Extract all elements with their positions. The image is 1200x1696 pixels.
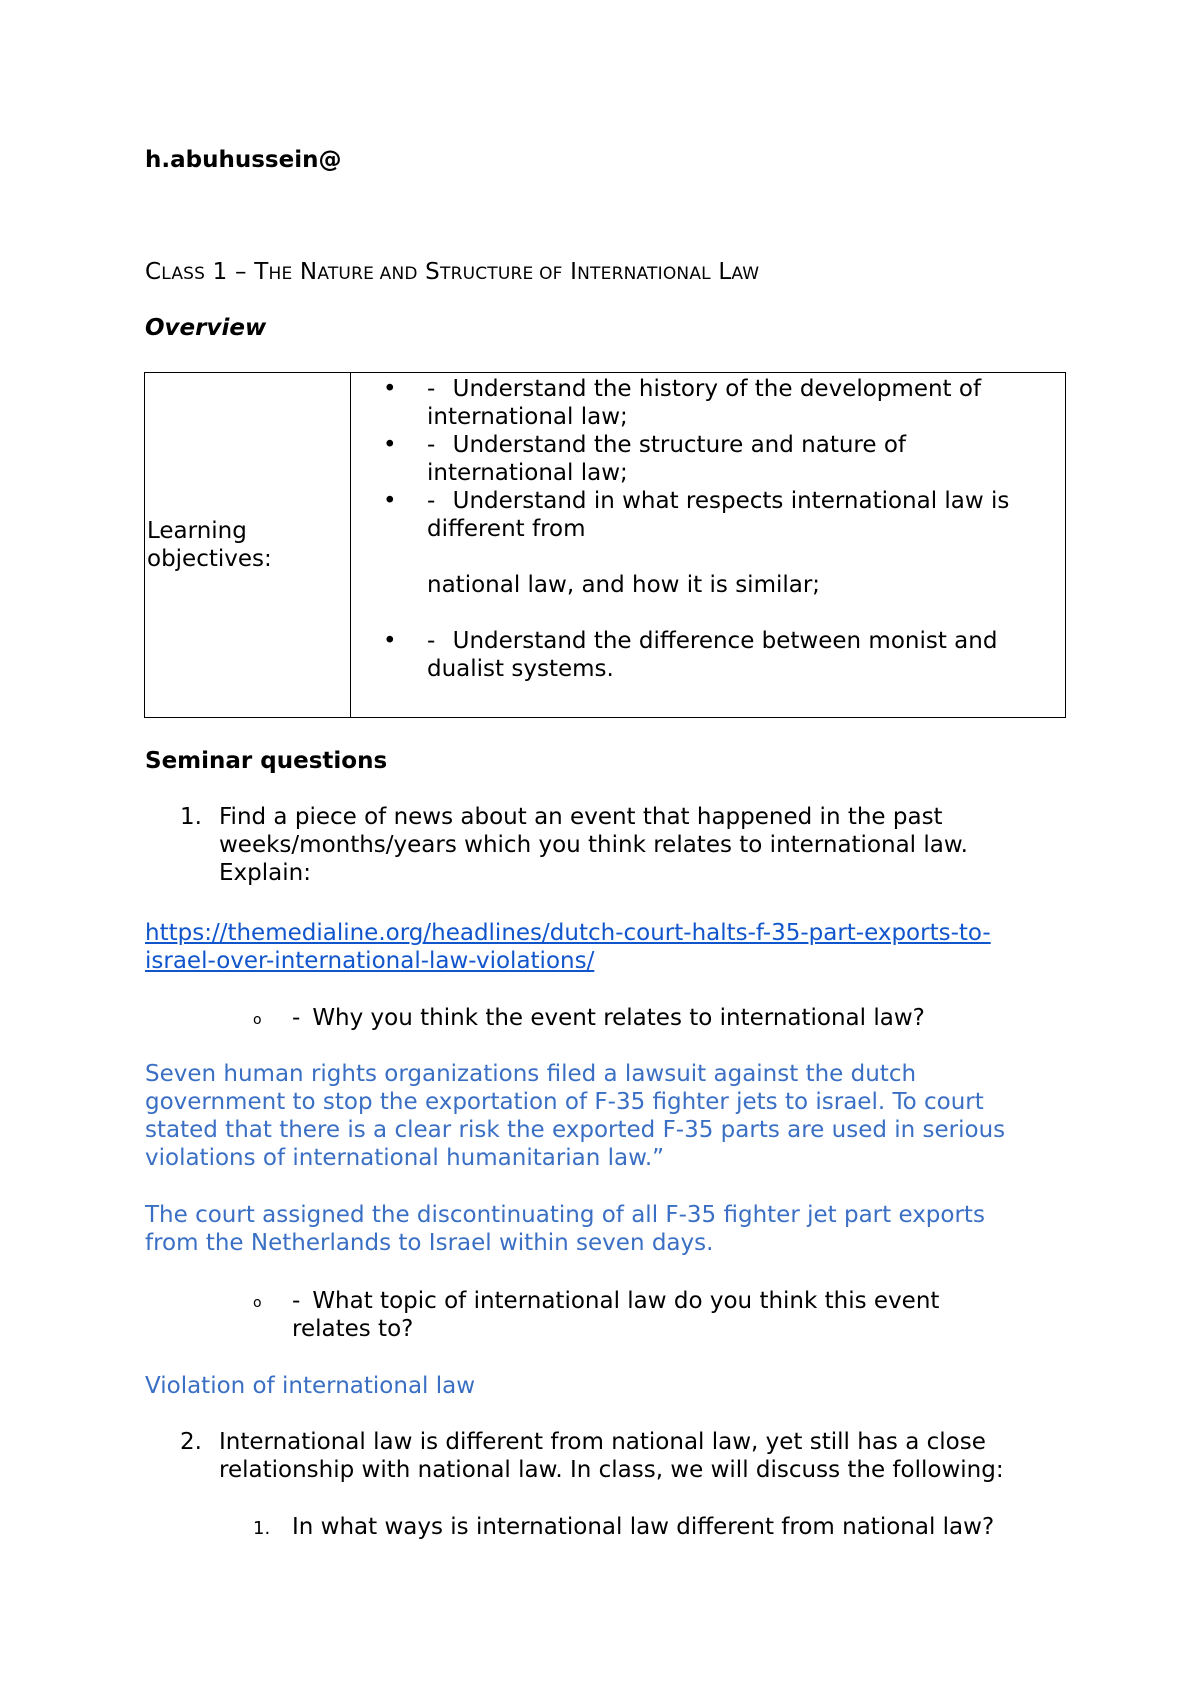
question-number: 2. bbox=[180, 1429, 202, 1455]
objectives-label-cell bbox=[145, 373, 351, 718]
answer-text: violations of international humanitarian law.” bbox=[145, 1145, 665, 1171]
answer-text: government to stop the exportation of F-35 fighter jets to israel. To court bbox=[145, 1089, 984, 1115]
circle-bullet-icon: o bbox=[253, 1012, 262, 1028]
objective-item bbox=[351, 431, 1065, 487]
question-text: relationship with national law. In class, we will discuss the following: bbox=[219, 1457, 1004, 1483]
dash-marker: - bbox=[427, 488, 436, 514]
question-text: International law is different from national law, yet still has a close bbox=[219, 1429, 986, 1455]
sub-question-text: In what ways is international law different from national law? bbox=[292, 1514, 995, 1540]
sub-question-number: 1. bbox=[253, 1518, 271, 1539]
bullet-icon: • bbox=[383, 376, 397, 402]
question-number: 1. bbox=[180, 804, 202, 830]
class-title-part: HE bbox=[268, 264, 293, 284]
objective-text: national law, and how it is similar; bbox=[427, 572, 821, 598]
dash-marker: - bbox=[427, 376, 436, 402]
answer-text: The court assigned the discontinuating of all F-35 fighter jet part exports bbox=[145, 1202, 985, 1228]
objective-text: Understand the difference between monist and bbox=[452, 628, 998, 654]
sub-question-text: relates to? bbox=[292, 1316, 414, 1342]
bullet-icon: • bbox=[383, 432, 397, 458]
class-title-part: ATURE AND bbox=[317, 264, 418, 284]
class-title-part: TRUCTURE OF bbox=[439, 264, 563, 284]
news-link[interactable] bbox=[145, 919, 1065, 975]
circle-bullet-icon: o bbox=[253, 1295, 262, 1311]
objective-item bbox=[351, 487, 1065, 543]
objective-text: dualist systems. bbox=[427, 656, 614, 682]
objective-text: international law; bbox=[427, 404, 628, 430]
news-link-text[interactable]: https://themedialine.org/headlines/dutch-court-halts-f-35-part-exports-to- bbox=[145, 920, 991, 946]
class-title-part: N bbox=[292, 259, 318, 285]
class-title-part: L bbox=[710, 259, 732, 285]
objective-item bbox=[351, 627, 1065, 683]
dash-marker: - bbox=[292, 1288, 301, 1314]
learning-objectives-table bbox=[144, 372, 1066, 718]
objective-item bbox=[351, 375, 1065, 431]
dash-marker: - bbox=[292, 1005, 301, 1031]
question-text: Explain: bbox=[219, 860, 311, 886]
answer-paragraph-1 bbox=[145, 1060, 1065, 1172]
bullet-icon: • bbox=[383, 628, 397, 654]
class-title bbox=[145, 258, 759, 288]
sub-question-1 bbox=[145, 1004, 1065, 1032]
question-1 bbox=[145, 803, 1065, 887]
news-link-text[interactable]: israel-over-international-law-violations/ bbox=[145, 948, 595, 974]
objectives-label: objectives: bbox=[147, 546, 272, 572]
answer-paragraph-3: Violation of international law bbox=[145, 1373, 476, 1399]
objective-text: Understand the structure and nature of bbox=[452, 432, 906, 458]
sub-question-2 bbox=[145, 1287, 1065, 1343]
objective-text: Understand in what respects international law is bbox=[452, 488, 1010, 514]
answer-paragraph-2 bbox=[145, 1201, 1065, 1257]
seminar-heading: Seminar questions bbox=[145, 748, 388, 774]
dash-marker: - bbox=[427, 432, 436, 458]
class-title-part: LASS bbox=[161, 264, 206, 284]
bullet-icon: • bbox=[383, 488, 397, 514]
class-title-part: NTERNATIONAL bbox=[577, 264, 711, 284]
answer-text: stated that there is a clear risk the exported F-35 parts are used in serious bbox=[145, 1117, 1006, 1143]
question-2 bbox=[145, 1428, 1065, 1484]
class-title-part: I bbox=[562, 259, 578, 285]
objectives-label: Learning bbox=[147, 518, 247, 544]
objectives-items-cell bbox=[351, 373, 1066, 718]
overview-heading: Overview bbox=[145, 315, 267, 341]
class-title-part: 1 – bbox=[205, 259, 255, 285]
dash-marker: - bbox=[427, 628, 436, 654]
question-text: Find a piece of news about an event that happened in the past bbox=[219, 804, 943, 830]
class-title-part: AW bbox=[731, 264, 760, 284]
answer-text: Seven human rights organizations filed a lawsuit against the dutch bbox=[145, 1061, 917, 1087]
objective-text: different from bbox=[427, 516, 586, 542]
answer-text: from the Netherlands to Israel within seven days. bbox=[145, 1230, 714, 1256]
author-email: h.abuhussein@ bbox=[145, 147, 342, 173]
class-title-part: S bbox=[417, 259, 440, 285]
sub-question-text: Why you think the event relates to international law? bbox=[312, 1005, 925, 1031]
objective-text: Understand the history of the development of bbox=[452, 376, 982, 402]
question-text: weeks/months/years which you think relates to international law. bbox=[219, 832, 968, 858]
class-title-part: C bbox=[145, 259, 162, 285]
objective-text: international law; bbox=[427, 460, 628, 486]
question-2-sub-1 bbox=[145, 1513, 1065, 1541]
sub-question-text: What topic of international law do you think this event bbox=[312, 1288, 940, 1314]
class-title-part: T bbox=[254, 259, 269, 285]
